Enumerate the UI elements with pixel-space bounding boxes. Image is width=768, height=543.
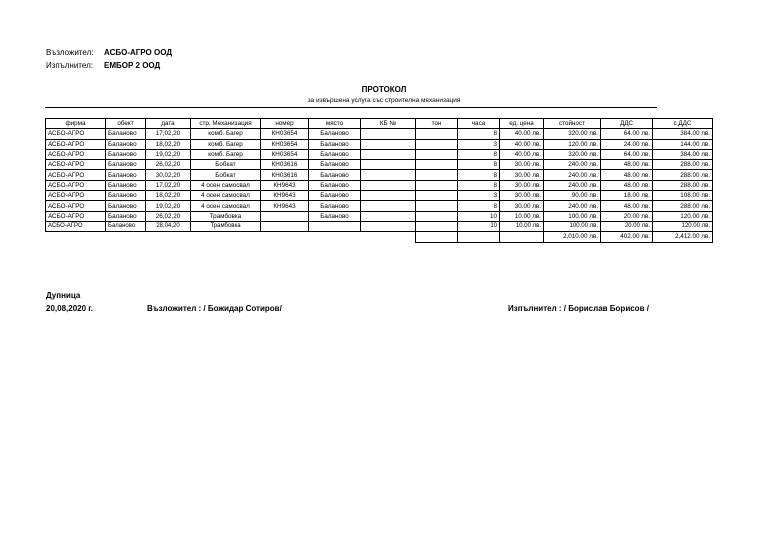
totals-value: 2,010.00 лв.: [544, 232, 601, 242]
table-cell: 288.00 лв.: [653, 201, 713, 211]
totals-row: [46, 232, 713, 242]
table-cell: АСБО-АГРО: [46, 160, 106, 170]
table-cell: 288.00 лв.: [653, 160, 713, 170]
table-cell: 100.00 лв.: [544, 221, 601, 231]
table-cell: 30.00 лв.: [500, 180, 544, 190]
table-cell: [416, 129, 458, 139]
column-header: ДДС: [601, 119, 653, 129]
table-cell: 40.00 лв.: [500, 129, 544, 139]
table-cell: 18,02,20: [146, 191, 191, 201]
table-cell: АСБО-АГРО: [46, 139, 106, 149]
table-cell: [416, 191, 458, 201]
table-cell: 120.00 лв.: [653, 221, 713, 231]
document-subtitle: за извършена услуга със строителна механизация: [307, 97, 461, 104]
table-cell: 120.00 лв.: [653, 211, 713, 221]
table-cell: 240.00 лв.: [544, 201, 601, 211]
table-cell: 20.00 лв.: [601, 221, 653, 231]
table-cell: Баланово: [106, 180, 146, 190]
table-cell: 288.00 лв.: [653, 170, 713, 180]
empty-cell: [361, 232, 416, 242]
table-cell: 48.00 лв.: [601, 170, 653, 180]
table-cell: 144.00 лв.: [653, 139, 713, 149]
table-cell: Баланово: [309, 180, 361, 190]
empty-cell: [46, 232, 106, 242]
table-cell: [309, 221, 361, 231]
table-row: [46, 149, 713, 159]
column-header: дата: [146, 119, 191, 129]
column-header: часа: [458, 119, 500, 129]
table-cell: 240.00 лв.: [544, 180, 601, 190]
table-cell: [416, 149, 458, 159]
table-cell: 240.00 лв.: [544, 170, 601, 180]
table-cell: [361, 160, 416, 170]
table-cell: Баланово: [309, 211, 361, 221]
table-row: [46, 191, 713, 201]
table-cell: 18.00 лв.: [601, 191, 653, 201]
table-cell: 30.00 лв.: [500, 170, 544, 180]
table-cell: 320.00 лв.: [544, 149, 601, 159]
table-cell: 4 осен самосвал: [191, 191, 261, 201]
table-cell: 26,02,20: [146, 160, 191, 170]
table-cell: комб. Багер: [191, 149, 261, 159]
table-cell: [416, 180, 458, 190]
table-cell: 10.00 лв.: [500, 221, 544, 231]
table-cell: Баланово: [106, 160, 146, 170]
empty-cell: [458, 232, 500, 242]
table-cell: 20.00 лв.: [601, 211, 653, 221]
table-cell: Баланово: [309, 160, 361, 170]
table-row: [46, 201, 713, 211]
column-header: тон: [416, 119, 458, 129]
table-cell: 108.00 лв.: [653, 191, 713, 201]
empty-cell: [261, 232, 309, 242]
table-cell: 384.00 лв.: [653, 149, 713, 159]
table-cell: 384.00 лв.: [653, 129, 713, 139]
table-cell: Трамбовка: [191, 221, 261, 231]
table-row: [46, 180, 713, 190]
table-cell: 90.00 лв.: [544, 191, 601, 201]
table-cell: 48.00 лв.: [601, 201, 653, 211]
table-cell: Баланово: [106, 149, 146, 159]
table-cell: 240.00 лв.: [544, 160, 601, 170]
contractor-signature: Възложител : / Божидар Сотиров/: [147, 304, 282, 313]
column-header: КБ №: [361, 119, 416, 129]
executor-signature: Изпълнител : / Борислав Борисов /: [508, 304, 649, 313]
table-cell: Баланово: [309, 149, 361, 159]
table-row: [46, 129, 713, 139]
table-cell: [416, 160, 458, 170]
table-cell: 64.00 лв.: [601, 129, 653, 139]
table-cell: КН03616: [261, 170, 309, 180]
table-cell: 48.00 лв.: [601, 180, 653, 190]
column-header: място: [309, 119, 361, 129]
table-cell: Баланово: [309, 129, 361, 139]
table-cell: комб. Багер: [191, 139, 261, 149]
table-cell: [361, 180, 416, 190]
table-cell: АСБО-АГРО: [46, 201, 106, 211]
empty-cell: [106, 232, 146, 242]
table-row: [46, 160, 713, 170]
table-cell: 17,02,20: [146, 180, 191, 190]
table-cell: Баланово: [309, 201, 361, 211]
table-cell: КН03654: [261, 149, 309, 159]
table-cell: 120.00 лв.: [544, 139, 601, 149]
table-cell: 40.00 лв.: [500, 139, 544, 149]
table-cell: [261, 211, 309, 221]
empty-cell: [500, 232, 544, 242]
table-cell: 24.00 лв.: [601, 139, 653, 149]
column-header: стр. Механизация: [191, 119, 261, 129]
table-cell: АСБО-АГРО: [46, 191, 106, 201]
table-cell: Баланово: [106, 211, 146, 221]
table-cell: 10: [458, 211, 500, 221]
city: Дупница: [46, 291, 81, 300]
table-row: [46, 211, 713, 221]
table-cell: Бобкат: [191, 160, 261, 170]
table-cell: КН9643: [261, 180, 309, 190]
table-cell: [361, 149, 416, 159]
table-cell: 320.00 лв.: [544, 129, 601, 139]
table-cell: 8: [458, 201, 500, 211]
table-cell: 48.00 лв.: [601, 160, 653, 170]
table-cell: 19,02,20: [146, 149, 191, 159]
table-cell: [361, 191, 416, 201]
table-cell: АСБО-АГРО: [46, 129, 106, 139]
protocol-date: 20,08,2020 г.: [46, 304, 94, 313]
table-cell: АСБО-АГРО: [46, 211, 106, 221]
table-cell: АСБО-АГРО: [46, 170, 106, 180]
table-cell: 17,02,20: [146, 129, 191, 139]
table-cell: 288.00 лв.: [653, 180, 713, 190]
services-table: [45, 118, 713, 243]
table-cell: Баланово: [309, 139, 361, 149]
table-cell: 3: [458, 139, 500, 149]
table-cell: 3: [458, 191, 500, 201]
table-cell: 10: [458, 221, 500, 231]
totals-with-vat: 2,412.00 лв.: [653, 232, 713, 242]
table-cell: Баланово: [309, 191, 361, 201]
table-cell: [416, 139, 458, 149]
executor-value: ЕМБОР 2 ООД: [104, 61, 161, 70]
table-cell: 30.00 лв.: [500, 160, 544, 170]
table-row: [46, 170, 713, 180]
table-cell: 8: [458, 170, 500, 180]
table-cell: 30,02,20: [146, 170, 191, 180]
contractor-label: Възложител:: [46, 48, 94, 57]
table-cell: комб. Багер: [191, 129, 261, 139]
table-cell: [261, 221, 309, 231]
table-cell: 19,02,20: [146, 201, 191, 211]
table-cell: 100.00 лв.: [544, 211, 601, 221]
table-cell: [361, 129, 416, 139]
column-header: ед. цена: [500, 119, 544, 129]
table-cell: 28,04,20: [146, 221, 191, 231]
table-cell: АСБО-АГРО: [46, 221, 106, 231]
table-cell: [361, 170, 416, 180]
table-cell: Баланово: [106, 191, 146, 201]
table-header-row: [46, 119, 713, 129]
table-cell: Баланово: [106, 221, 146, 231]
table-cell: 4 осен самосвал: [191, 180, 261, 190]
table-cell: [361, 201, 416, 211]
table-cell: Трамбовка: [191, 211, 261, 221]
table-cell: [416, 211, 458, 221]
totals-vat: 402.00 лв.: [601, 232, 653, 242]
table-cell: 26,02,20: [146, 211, 191, 221]
table-cell: [361, 221, 416, 231]
table-cell: КН9643: [261, 191, 309, 201]
empty-cell: [191, 232, 261, 242]
table-cell: 8: [458, 129, 500, 139]
table-cell: КН03616: [261, 160, 309, 170]
table-cell: Баланово: [106, 170, 146, 180]
table-cell: Баланово: [106, 129, 146, 139]
contractor-value: АСБО-АГРО ООД: [104, 48, 173, 57]
empty-cell: [309, 232, 361, 242]
table-cell: 8: [458, 149, 500, 159]
executor-label: Изпълнител:: [46, 61, 93, 70]
table-cell: 8: [458, 180, 500, 190]
empty-cell: [146, 232, 191, 242]
table-cell: Баланово: [106, 139, 146, 149]
title-rule: [45, 107, 657, 108]
table-cell: 30.00 лв.: [500, 201, 544, 211]
column-header: обект: [106, 119, 146, 129]
table-cell: Баланово: [309, 170, 361, 180]
table-cell: АСБО-АГРО: [46, 149, 106, 159]
table-row: [46, 139, 713, 149]
table-cell: АСБО-АГРО: [46, 180, 106, 190]
table-cell: [416, 170, 458, 180]
empty-cell: [416, 232, 458, 242]
table-cell: 8: [458, 160, 500, 170]
table-cell: 18,02,20: [146, 139, 191, 149]
document-title: ПРОТОКОЛ: [361, 85, 407, 94]
table-cell: [361, 211, 416, 221]
table-cell: [416, 221, 458, 231]
table-cell: [361, 139, 416, 149]
table-cell: Баланово: [106, 201, 146, 211]
table-cell: КН03654: [261, 129, 309, 139]
table-cell: КН9643: [261, 201, 309, 211]
column-header: номер: [261, 119, 309, 129]
column-header: с ДДС: [653, 119, 713, 129]
table-cell: 40.00 лв.: [500, 149, 544, 159]
table-cell: 30.00 лв.: [500, 191, 544, 201]
table-cell: 64.00 лв.: [601, 149, 653, 159]
table-row: [46, 221, 713, 231]
table-cell: Бобкат: [191, 170, 261, 180]
table-cell: [416, 201, 458, 211]
table-cell: 10.00 лв.: [500, 211, 544, 221]
column-header: стойност: [544, 119, 601, 129]
table-cell: КН03654: [261, 139, 309, 149]
column-header: фирма: [46, 119, 106, 129]
table-cell: 4 осен самосвал: [191, 201, 261, 211]
